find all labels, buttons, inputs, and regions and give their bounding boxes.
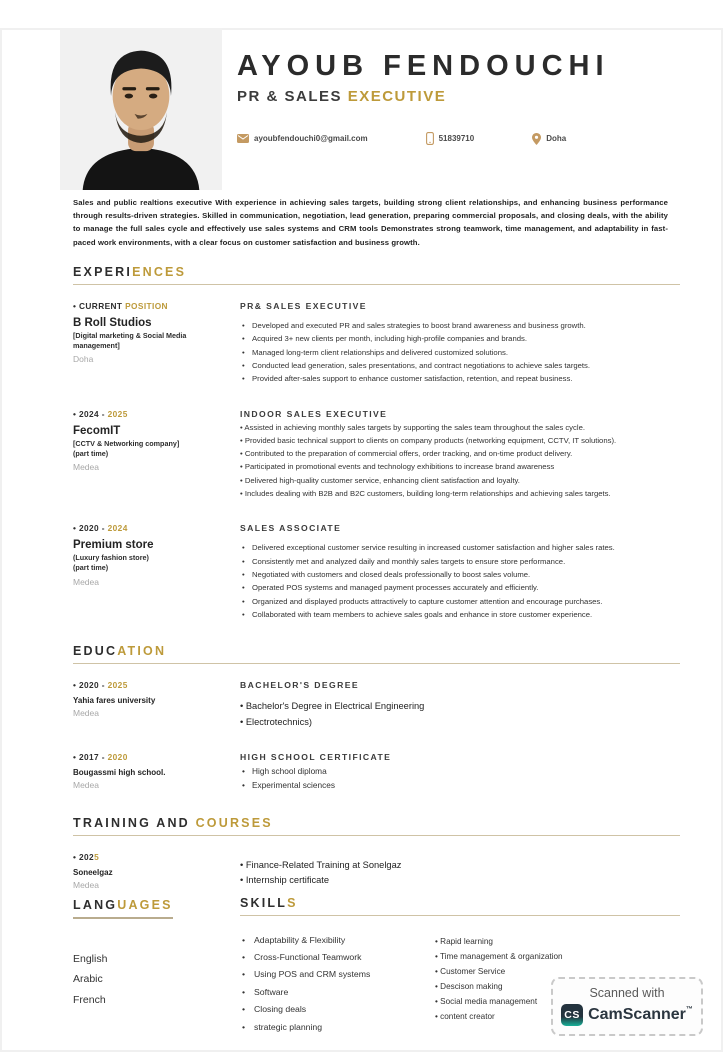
- heading-dark-part: TRAINING AND: [73, 815, 196, 830]
- skill-item: • Adaptability & Flexibility: [240, 932, 435, 949]
- experience-role: INDOOR SALES EXECUTIVE: [240, 408, 388, 419]
- header-text: [237, 28, 610, 190]
- map-pin-icon: [532, 133, 541, 145]
- experience-entry: [73, 409, 680, 502]
- language-item: English: [73, 952, 108, 965]
- heading-gold-part: S: [287, 895, 298, 910]
- education-detail: [240, 752, 680, 794]
- email-text: ayoubfendouchi0@gmail.com: [254, 134, 368, 143]
- education-bullets: [240, 765, 680, 793]
- contact-row: [237, 132, 610, 145]
- skill-item: • Using POS and CRM systems: [240, 966, 435, 983]
- portrait-illustration: [60, 28, 222, 190]
- experience-org: FecomIT: [73, 424, 121, 437]
- heading-dark-part: SKILL: [240, 895, 288, 910]
- camscanner-badge: [551, 977, 703, 1036]
- experience-role: PR& SALES EXECUTIVE: [240, 300, 367, 311]
- training-meta: [73, 852, 240, 890]
- smartphone-icon: [426, 132, 434, 145]
- date-gold-part: 2024: [107, 523, 128, 534]
- bullet-item: • Provided after-sales support to enhance customer satisfaction, retention, and repeat business.: [240, 373, 680, 385]
- experience-entry: [73, 523, 680, 622]
- bullet-item: • Developed and executed PR and sales strategies to boost brand awareness and business growth.: [240, 320, 680, 332]
- date-dark-part: 2020 -: [79, 680, 108, 691]
- education-meta: [73, 680, 240, 730]
- experience-location: Medea: [73, 576, 99, 587]
- heading-dark-part: LANG: [73, 897, 118, 912]
- experience-role: SALES ASSOCIATE: [240, 523, 342, 534]
- section-heading-languages: [73, 898, 173, 919]
- bullet-item: • High school diploma: [240, 765, 680, 778]
- candidate-title: [237, 88, 610, 105]
- date-gold-part: 2025: [107, 680, 128, 691]
- section-heading-experiences: [73, 265, 680, 285]
- resume-document: [0, 28, 723, 1052]
- contact-phone: [426, 132, 475, 145]
- education-entry: [73, 680, 680, 730]
- experience-extra: (part time): [73, 448, 109, 458]
- bullet-item: • Internship certificate: [240, 873, 680, 887]
- education-location: Medea: [73, 780, 99, 791]
- contact-email: [237, 134, 368, 143]
- experience-detail: [240, 301, 680, 387]
- experience-org: Premium store: [73, 539, 154, 552]
- profile-summary: Sales and public realtions executive With experience in achieving sales targets, building strong client relationships, and enhancing business performance through results-driven strategies. Skilled in communication, negotiation, lead generation, preparing commercial proposals, and closing deals, with the ability to manage the full sales cycle and effectively use sales systems and CRM tools Demonstrates strong teamwork, time management, and adaptability in fast-paced work environments, with a clear focus on customer satisfaction and business growth.: [73, 198, 668, 247]
- experience-date: [73, 523, 240, 533]
- section-heading-education: [73, 644, 680, 664]
- scanned-with-label: Scanned with: [589, 986, 665, 1000]
- bullet-item: • Collaborated with team members to achieve sales goals and enhance in store customer experience.: [240, 609, 680, 621]
- training-detail: [240, 852, 680, 890]
- experience-detail: [240, 523, 680, 622]
- section-heading-training: [73, 816, 680, 836]
- trademark-symbol: ™: [685, 1006, 693, 1013]
- experience-extra: (part time): [73, 563, 109, 573]
- phone-text: 51839710: [438, 134, 475, 143]
- header: [60, 28, 723, 190]
- bullet-item: • Delivered high-quality customer service, enhancing client satisfaction and loyalty.: [240, 475, 680, 487]
- experience-org-sub: (Luxury fashion store): [73, 553, 149, 563]
- skills-list-left: [240, 932, 435, 1036]
- training-bullets: [240, 852, 680, 888]
- skill-item: • Cross-Functional Teamwork: [240, 949, 435, 966]
- education-detail: [240, 680, 680, 730]
- skill-item: • content creator: [435, 1009, 680, 1024]
- candidate-name: AYOUB FENDOUCHI: [237, 50, 610, 82]
- experience-bullets: [240, 320, 680, 386]
- section-heading-skills: [240, 896, 680, 916]
- education-date: [73, 680, 240, 690]
- skill-item: • Software: [240, 984, 435, 1001]
- heading-gold-part: UAGES: [117, 897, 173, 912]
- location-text: Doha: [546, 134, 567, 143]
- training-org: Soneelgaz: [73, 867, 113, 877]
- bullet-item: • Participated in promotional events and technology exhibitions to increase brand awareness: [240, 461, 680, 473]
- experience-date: [73, 301, 240, 311]
- candidate-title-dark: PR & SALES: [237, 88, 348, 105]
- resume-body: [73, 265, 680, 1036]
- experience-meta: [73, 409, 240, 502]
- education-entry: [73, 752, 680, 794]
- date-gold-part: 5: [94, 851, 100, 862]
- date-gold-part: 2020: [107, 752, 128, 763]
- language-item: Arabic: [73, 973, 103, 986]
- experience-location: Medea: [73, 461, 99, 472]
- brand-word: CamScanner: [588, 1006, 686, 1023]
- language-item: French: [73, 993, 106, 1006]
- experience-meta: [73, 301, 240, 387]
- skill-item: • Rapid learning: [435, 934, 680, 949]
- experience-date: [73, 409, 240, 419]
- education-location: Medea: [73, 708, 99, 719]
- training-entry: [73, 852, 680, 890]
- date-dark-part: 2024 -: [79, 408, 108, 419]
- experience-bullets: [240, 422, 680, 501]
- skill-item: • Social media management: [435, 994, 680, 1009]
- experience-org-sub: [CCTV & Networking company]: [73, 438, 180, 448]
- experience-location: Doha: [73, 354, 94, 365]
- education-bullets: [240, 699, 680, 729]
- cs-logo-icon: CS: [561, 1004, 583, 1026]
- heading-dark-part: EXPERI: [73, 264, 133, 279]
- camscanner-brand-text: [588, 1006, 693, 1024]
- experience-org: B Roll Studios: [73, 316, 152, 329]
- date-gold-part: 2025: [107, 408, 128, 419]
- bullet-item: • Operated POS systems and managed payment processes accurately and efficiently.: [240, 582, 680, 594]
- date-dark-part: 202: [79, 851, 95, 862]
- experience-meta: [73, 523, 240, 622]
- education-org: Yahia fares university: [73, 696, 156, 706]
- education-date: [73, 752, 240, 762]
- envelope-icon: [237, 134, 249, 143]
- bullet-item: • Finance-Related Training at Sonelgaz: [240, 858, 680, 872]
- bullet-item: • Provided basic technical support to clients on company products (networking equipment, CCTV, IT solutions).: [240, 435, 680, 447]
- bullet-item: • Includes dealing with B2B and B2C customers, building long-term relationships and achieving sales targets.: [240, 488, 680, 500]
- bullet-item: • Conducted lead generation, sales presentations, and contract negotiations to achieve sales targets.: [240, 360, 680, 372]
- candidate-title-gold: EXECUTIVE: [347, 88, 447, 105]
- skill-item: • Customer Service: [435, 964, 680, 979]
- training-date: [73, 852, 240, 862]
- bullet-item: • Negotiated with customers and closed deals professionally to boost sales volume.: [240, 569, 680, 581]
- skill-item: • Closing deals: [240, 1001, 435, 1018]
- heading-gold-part: COURSES: [195, 815, 273, 830]
- education-degree: HIGH SCHOOL CERTIFICATE: [240, 752, 392, 763]
- experience-entry: [73, 301, 680, 387]
- education-meta: [73, 752, 240, 794]
- heading-gold-part: ENCES: [132, 264, 187, 279]
- bullet-item: • Experimental sciences: [240, 779, 680, 792]
- skill-item: • Time management & organization: [435, 949, 680, 964]
- bullet-item: • Assisted in achieving monthly sales targets by supporting the sales team throughout the sales cycle.: [240, 422, 680, 434]
- experience-org-sub: [Digital marketing & Social Media management]: [73, 330, 187, 351]
- camscanner-brand-row: [559, 1004, 695, 1026]
- language-list: [73, 949, 240, 1010]
- bullet-item: • Organized and displayed products attractively to capture customer attention and encourage purchases.: [240, 596, 680, 608]
- training-location: Medea: [73, 879, 99, 890]
- education-degree: BACHELOR'S DEGREE: [240, 680, 359, 691]
- languages-column: [73, 896, 240, 1036]
- date-gold-part: POSITION: [122, 300, 168, 311]
- education-org: Bougassmi high school.: [73, 768, 166, 778]
- experience-detail: [240, 409, 680, 502]
- skill-item: • Descison making: [435, 979, 680, 994]
- skill-item: • strategic planning: [240, 1019, 435, 1036]
- date-dark-part: 2017 -: [79, 752, 108, 763]
- bullet-item: • Contributed to the preparation of commercial offers, order tracking, and on-time product delivery.: [240, 448, 680, 460]
- contact-location: [532, 133, 566, 145]
- bullet-item: • Consistently met and analyzed daily and monthly sales targets to ensure store performance.: [240, 556, 680, 568]
- profile-photo: [60, 28, 222, 190]
- bullet-item: • Delivered exceptional customer service resulting in increased customer satisfaction and higher sales rates.: [240, 542, 680, 554]
- bullet-item: • Electrotechnics): [240, 715, 680, 729]
- experience-bullets: [240, 542, 680, 621]
- bullet-item: • Managed long-term client relationships and delivered customized solutions.: [240, 347, 680, 359]
- heading-dark-part: EDUC: [73, 644, 118, 659]
- heading-gold-part: ATION: [117, 644, 167, 659]
- date-dark-part: 2020 -: [79, 523, 108, 534]
- bullet-item: • Acquired 3+ new clients per month, including high-profile companies and brands.: [240, 333, 680, 345]
- bullet-item: • Bachelor's Degree in Electrical Engineering: [240, 699, 680, 713]
- date-dark-part: CURRENT: [79, 300, 123, 311]
